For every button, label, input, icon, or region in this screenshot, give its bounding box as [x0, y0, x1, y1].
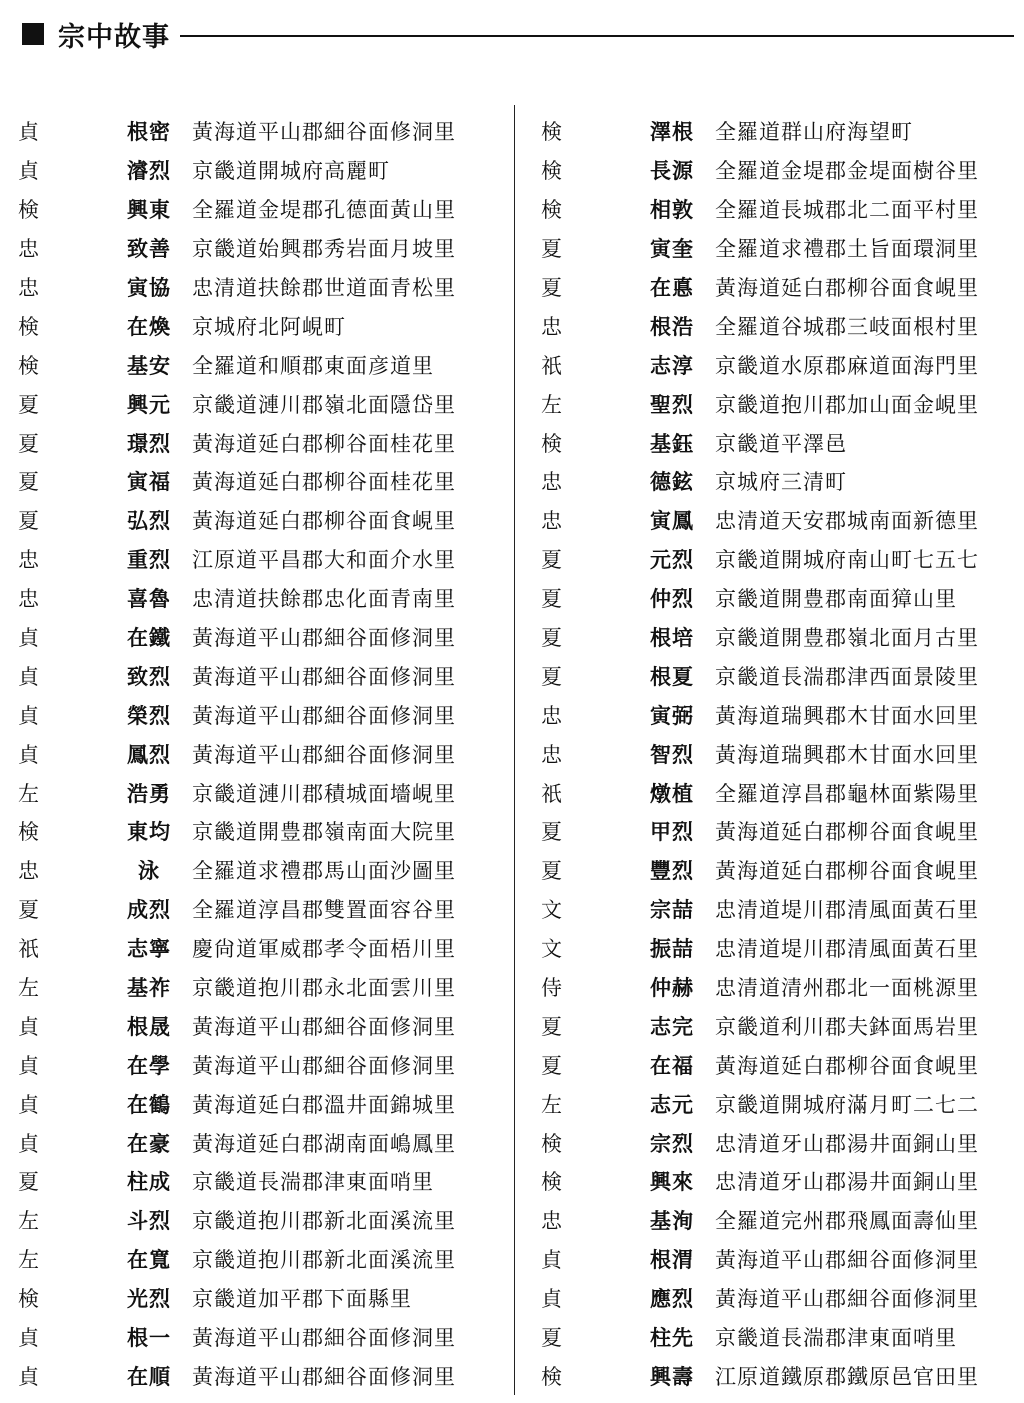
list-item [12, 345, 512, 384]
person-name: 志元 [650, 1092, 694, 1117]
rank-label: 貞 [18, 1364, 39, 1389]
address-text: 全羅道求禮郡馬山面沙圖里 [192, 859, 456, 884]
person-name: 寅協 [127, 276, 171, 300]
address-text: 黃海道延白郡柳谷面桂花里 [192, 470, 456, 495]
list-item [12, 1201, 512, 1240]
person-name: 根密 [127, 120, 171, 145]
list-item [12, 1279, 512, 1318]
rank-label: 検 [541, 431, 562, 456]
rank-label: 夏 [541, 664, 562, 689]
address-text: 京畿道長湍郡津東面哨里 [192, 1170, 434, 1195]
person-name: 基安 [127, 353, 171, 378]
person-name: 在寬 [127, 1248, 171, 1273]
person-name: 興東 [127, 198, 171, 223]
person-name: 應烈 [650, 1287, 694, 1312]
list-item [535, 268, 1024, 307]
list-item [535, 384, 1024, 423]
list-item [12, 1318, 512, 1357]
list-item [535, 229, 1024, 268]
rank-label: 忠 [18, 276, 39, 300]
rank-label: 夏 [541, 626, 562, 651]
rank-label: 侍 [541, 976, 562, 1001]
rank-label: 夏 [18, 470, 39, 495]
person-name: 興元 [127, 392, 171, 417]
rank-label: 貞 [18, 1092, 39, 1117]
address-text: 京畿道漣川郡嶺北面隱岱里 [192, 392, 456, 417]
rank-label: 祇 [541, 353, 562, 378]
list-item [12, 1240, 512, 1279]
address-text: 全羅道群山府海望町 [715, 120, 913, 145]
rank-label: 忠 [18, 237, 39, 262]
list-item [535, 618, 1024, 657]
rank-label: 祇 [18, 937, 39, 962]
list-item [12, 656, 512, 695]
list-item [12, 423, 512, 462]
rank-label: 検 [541, 120, 562, 145]
person-name: 在豪 [127, 1131, 171, 1156]
person-name: 長源 [650, 159, 694, 184]
address-text: 忠清道扶餘郡忠化面青南里 [192, 587, 456, 612]
left-column [12, 112, 512, 1395]
person-name: 濬烈 [127, 159, 171, 184]
rank-label: 貞 [18, 1131, 39, 1156]
address-text: 京畿道水原郡麻道面海門里 [715, 353, 979, 378]
rank-label: 左 [541, 392, 562, 417]
rank-label: 左 [18, 781, 39, 806]
rank-label: 文 [541, 937, 562, 962]
address-text: 京畿道抱川郡新北面溪流里 [192, 1248, 456, 1273]
address-text: 忠清道堤川郡清風面黃石里 [715, 898, 979, 923]
address-text: 黃海道平山郡細谷面修洞里 [192, 1053, 456, 1078]
list-item [535, 812, 1024, 851]
list-item [12, 1357, 512, 1396]
rank-label: 忠 [18, 859, 39, 884]
rank-label: 夏 [541, 859, 562, 884]
list-item [535, 345, 1024, 384]
list-item [535, 968, 1024, 1007]
person-name: 在學 [127, 1053, 171, 1078]
list-item [535, 1279, 1024, 1318]
person-name: 重烈 [127, 548, 171, 573]
person-name: 聖烈 [650, 392, 694, 417]
address-text: 京畿道平澤邑 [715, 431, 847, 456]
list-item [12, 151, 512, 190]
rank-label: 忠 [18, 548, 39, 573]
list-item [535, 306, 1024, 345]
rank-label: 文 [541, 898, 562, 923]
person-name: 智烈 [650, 742, 694, 767]
rank-label: 夏 [18, 898, 39, 923]
list-item [12, 968, 512, 1007]
rank-label: 貞 [18, 703, 39, 728]
list-item [535, 579, 1024, 618]
address-text: 京畿道開城府高麗町 [192, 159, 390, 184]
rank-label: 祇 [541, 781, 562, 806]
rank-label: 検 [18, 1287, 39, 1312]
address-text: 全羅道和順郡東面彦道里 [192, 353, 434, 378]
rank-label: 夏 [541, 237, 562, 262]
rank-label: 夏 [541, 587, 562, 612]
rank-label: 夏 [541, 1326, 562, 1351]
rank-label: 左 [541, 1092, 562, 1117]
address-text: 全羅道完州郡飛鳳面壽仙里 [715, 1209, 979, 1234]
list-item [12, 618, 512, 657]
address-text: 黃海道平山郡細谷面修洞里 [715, 1287, 979, 1312]
list-item [12, 1162, 512, 1201]
address-text: 江原道鐵原郡鐵原邑官田里 [715, 1364, 979, 1389]
rank-label: 貞 [541, 1287, 562, 1312]
address-text: 黃海道平山郡細谷面修洞里 [192, 703, 456, 728]
person-name: 仲烈 [650, 587, 694, 612]
list-item [12, 540, 512, 579]
person-name: 澤根 [650, 120, 694, 145]
rank-label: 検 [541, 159, 562, 184]
list-item [535, 734, 1024, 773]
list-item [535, 423, 1024, 462]
address-text: 黃海道平山郡細谷面修洞里 [192, 120, 456, 145]
list-item [12, 1045, 512, 1084]
person-name: 振喆 [650, 937, 694, 962]
address-text: 忠清道扶餘郡世道面青松里 [192, 276, 456, 300]
address-text: 忠清道堤川郡清風面黃石里 [715, 937, 979, 962]
rank-label: 貞 [18, 120, 39, 145]
rank-label: 夏 [541, 548, 562, 573]
address-text: 京畿道開城府滿月町二七二 [715, 1092, 979, 1117]
rank-label: 夏 [18, 1170, 39, 1195]
right-column [535, 112, 1024, 1395]
list-item [535, 112, 1024, 151]
person-name: 興壽 [650, 1364, 694, 1389]
address-text: 黃海道平山郡細谷面修洞里 [715, 1248, 979, 1273]
person-name: 榮烈 [127, 703, 171, 728]
address-text: 京畿道漣川郡積城面墻峴里 [192, 781, 456, 806]
list-item [12, 501, 512, 540]
person-name: 柱先 [650, 1326, 694, 1351]
list-item [535, 1357, 1024, 1396]
rank-label: 忠 [541, 314, 562, 339]
rank-label: 貞 [18, 664, 39, 689]
rank-label: 貞 [18, 1014, 39, 1039]
list-item [535, 1318, 1024, 1357]
person-name: 燉植 [650, 781, 694, 806]
person-name: 寅福 [127, 470, 171, 495]
address-text: 京畿道抱川郡加山面金峴里 [715, 392, 979, 417]
person-name: 成烈 [127, 898, 171, 923]
address-text: 黃海道延白郡柳谷面食峴里 [192, 509, 456, 534]
rank-label: 左 [18, 976, 39, 1001]
person-name: 致善 [127, 237, 171, 262]
rank-label: 忠 [541, 470, 562, 495]
rank-label: 検 [18, 314, 39, 339]
column-divider [514, 105, 515, 1395]
rank-label: 検 [541, 1131, 562, 1156]
list-item [535, 695, 1024, 734]
rank-label: 忠 [541, 509, 562, 534]
address-text: 黃海道延白郡柳谷面食峴里 [715, 1053, 979, 1078]
person-name: 根渭 [650, 1248, 694, 1273]
rank-label: 左 [18, 1248, 39, 1273]
address-text: 黃海道平山郡細谷面修洞里 [192, 664, 456, 689]
person-name: 志完 [650, 1014, 694, 1039]
list-item [535, 1045, 1024, 1084]
person-name: 相敦 [650, 198, 694, 223]
address-text: 京畿道開豊郡嶺北面月古里 [715, 626, 979, 651]
rank-label: 検 [541, 1170, 562, 1195]
rank-label: 夏 [541, 1053, 562, 1078]
address-text: 全羅道谷城郡三岐面根村里 [715, 314, 979, 339]
address-text: 黃海道平山郡細谷面修洞里 [192, 1326, 456, 1351]
black-square-icon [22, 23, 44, 45]
address-text: 京畿道開城府南山町七五七 [715, 548, 979, 573]
list-item [12, 579, 512, 618]
person-name: 在順 [127, 1364, 171, 1389]
address-text: 京畿道長湍郡津東面哨里 [715, 1326, 957, 1351]
address-text: 黃海道延白郡湖南面嶋鳳里 [192, 1131, 456, 1156]
person-name: 志淳 [650, 353, 694, 378]
rank-label: 検 [541, 1364, 562, 1389]
list-item [12, 890, 512, 929]
rank-label: 貞 [18, 742, 39, 767]
person-name: 在悳 [650, 276, 694, 300]
person-name: 元烈 [650, 548, 694, 573]
person-name: 璟烈 [127, 431, 171, 456]
list-item [12, 1123, 512, 1162]
rank-label: 貞 [18, 1053, 39, 1078]
person-name: 興來 [650, 1170, 694, 1195]
address-text: 黃海道延白郡溫井面錦城里 [192, 1092, 456, 1117]
person-name: 寅鳳 [650, 509, 694, 534]
list-item [535, 773, 1024, 812]
person-name: 光烈 [127, 1287, 171, 1312]
address-text: 忠清道牙山郡湯井面銅山里 [715, 1131, 979, 1156]
list-item [535, 151, 1024, 190]
list-item [535, 462, 1024, 501]
list-item [535, 890, 1024, 929]
person-name: 宗喆 [650, 898, 694, 923]
list-item [535, 851, 1024, 890]
list-item [12, 229, 512, 268]
rank-label: 夏 [18, 509, 39, 534]
person-name: 弘烈 [127, 509, 171, 534]
person-name: 基祚 [127, 976, 171, 1001]
address-text: 京畿道開豊郡嶺南面大院里 [192, 820, 456, 845]
person-name: 根晟 [127, 1014, 171, 1039]
person-name: 在煥 [127, 314, 171, 339]
list-item [12, 384, 512, 423]
address-text: 京畿道始興郡秀岩面月坡里 [192, 237, 456, 262]
person-name: 泳 [138, 859, 160, 884]
address-text: 黃海道延白郡柳谷面桂花里 [192, 431, 456, 456]
person-name: 根一 [127, 1326, 171, 1351]
person-name: 寅弼 [650, 703, 694, 728]
rank-label: 夏 [18, 392, 39, 417]
address-text: 京畿道長湍郡津西面景陵里 [715, 664, 979, 689]
rank-label: 夏 [541, 820, 562, 845]
person-name: 寅奎 [650, 237, 694, 262]
address-text: 全羅道金堤郡金堤面樹谷里 [715, 159, 979, 184]
address-text: 黃海道瑞興郡木甘面水回里 [715, 703, 979, 728]
person-name: 根培 [650, 626, 694, 651]
address-text: 黃海道平山郡細谷面修洞里 [192, 1014, 456, 1039]
person-name: 基鈺 [650, 431, 694, 456]
rank-label: 夏 [541, 1014, 562, 1039]
header-rule [180, 35, 1014, 37]
rank-label: 左 [18, 1209, 39, 1234]
address-text: 黃海道平山郡細谷面修洞里 [192, 742, 456, 767]
person-name: 喜魯 [127, 587, 171, 612]
person-name: 德鉉 [650, 470, 694, 495]
person-name: 在鐵 [127, 626, 171, 651]
person-name: 浩勇 [127, 781, 171, 806]
person-name: 甲烈 [650, 820, 694, 845]
address-text: 全羅道淳昌郡龜林面紫陽里 [715, 781, 979, 806]
list-item [12, 268, 512, 307]
address-text: 京畿道開豊郡南面獐山里 [715, 587, 957, 612]
list-item [12, 462, 512, 501]
address-text: 黃海道平山郡細谷面修洞里 [192, 626, 456, 651]
person-name: 根浩 [650, 314, 694, 339]
rank-label: 忠 [541, 1209, 562, 1234]
address-text: 忠清道天安郡城南面新德里 [715, 509, 979, 534]
person-name: 豐烈 [650, 859, 694, 884]
address-text: 黃海道延白郡柳谷面食峴里 [715, 276, 979, 300]
rank-label: 検 [18, 820, 39, 845]
section-title: 宗中故事 [58, 21, 170, 53]
address-text: 黃海道瑞興郡木甘面水回里 [715, 742, 979, 767]
list-item [12, 1084, 512, 1123]
address-text: 江原道平昌郡大和面介水里 [192, 548, 456, 573]
person-name: 在鶴 [127, 1092, 171, 1117]
list-item [12, 190, 512, 229]
rank-label: 夏 [541, 276, 562, 300]
list-item [535, 1162, 1024, 1201]
list-item [12, 851, 512, 890]
list-item [12, 306, 512, 345]
address-text: 忠清道清州郡北一面桃源里 [715, 976, 979, 1001]
rank-label: 忠 [541, 742, 562, 767]
list-item [535, 656, 1024, 695]
list-item [12, 734, 512, 773]
address-text: 慶尙道軍威郡孝令面梧川里 [192, 937, 456, 962]
list-item [12, 112, 512, 151]
rank-label: 貞 [18, 626, 39, 651]
rank-label: 検 [18, 198, 39, 223]
address-text: 黃海道延白郡柳谷面食峴里 [715, 820, 979, 845]
person-name: 根夏 [650, 664, 694, 689]
person-name: 仲赫 [650, 976, 694, 1001]
list-item [12, 695, 512, 734]
person-name: 基洵 [650, 1209, 694, 1234]
address-text: 全羅道金堤郡孔德面黃山里 [192, 198, 456, 223]
list-item [12, 812, 512, 851]
rank-label: 検 [18, 353, 39, 378]
list-item [535, 190, 1024, 229]
rank-label: 貞 [541, 1248, 562, 1273]
address-text: 京畿道抱川郡新北面溪流里 [192, 1209, 456, 1234]
rank-label: 夏 [18, 431, 39, 456]
person-name: 志寧 [127, 937, 171, 962]
list-item [535, 540, 1024, 579]
person-name: 宗烈 [650, 1131, 694, 1156]
address-text: 京城府北阿峴町 [192, 314, 346, 339]
address-text: 京畿道抱川郡永北面雲川里 [192, 976, 456, 1001]
list-item [535, 1006, 1024, 1045]
rank-label: 忠 [541, 703, 562, 728]
address-text: 京畿道加平郡下面縣里 [192, 1287, 412, 1312]
list-item [535, 1123, 1024, 1162]
list-item [535, 1084, 1024, 1123]
person-name: 斗烈 [127, 1209, 171, 1234]
address-text: 忠清道牙山郡湯井面銅山里 [715, 1170, 979, 1195]
address-text: 全羅道求禮郡土旨面環洞里 [715, 237, 979, 262]
list-item [535, 929, 1024, 968]
list-item [535, 1240, 1024, 1279]
address-text: 黃海道平山郡細谷面修洞里 [192, 1364, 456, 1389]
rank-label: 貞 [18, 1326, 39, 1351]
rank-label: 貞 [18, 159, 39, 184]
list-item [12, 773, 512, 812]
person-name: 致烈 [127, 664, 171, 689]
list-item [535, 501, 1024, 540]
address-text: 全羅道淳昌郡雙置面容谷里 [192, 898, 456, 923]
person-name: 柱成 [127, 1170, 171, 1195]
list-item [535, 1201, 1024, 1240]
address-text: 黃海道延白郡柳谷面食峴里 [715, 859, 979, 884]
address-text: 京城府三清町 [715, 470, 847, 495]
person-name: 在福 [650, 1053, 694, 1078]
person-name: 鳳烈 [127, 742, 171, 767]
person-name: 東均 [127, 820, 171, 845]
list-item [12, 1006, 512, 1045]
rank-label: 忠 [18, 587, 39, 612]
list-item [12, 929, 512, 968]
address-text: 全羅道長城郡北二面平村里 [715, 198, 979, 223]
section-header [22, 14, 1014, 54]
address-text: 京畿道利川郡夫鉢面馬岩里 [715, 1014, 979, 1039]
rank-label: 検 [541, 198, 562, 223]
